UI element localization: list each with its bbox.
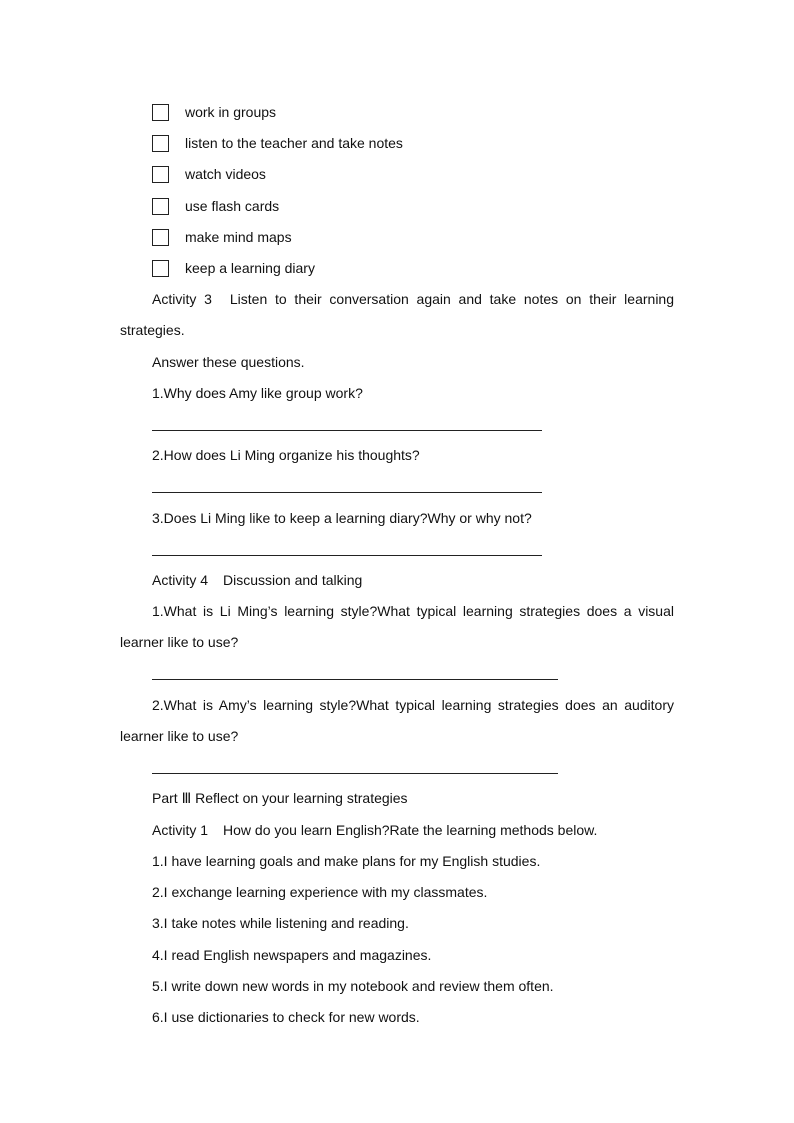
checkbox[interactable]	[152, 104, 169, 121]
checkbox[interactable]	[152, 229, 169, 246]
checkbox[interactable]	[152, 198, 169, 215]
checklist-item[interactable]	[152, 164, 266, 184]
method-item: 5.I write down new words in my notebook and review them often.	[152, 978, 554, 994]
answer-line[interactable]	[152, 430, 542, 431]
checklist-item[interactable]	[152, 133, 403, 153]
activity3-instruction-cont: strategies.	[120, 322, 185, 338]
answer-line[interactable]	[152, 555, 542, 556]
checkbox[interactable]	[152, 166, 169, 183]
checklist-label: keep a learning diary	[185, 260, 315, 276]
checkbox[interactable]	[152, 135, 169, 152]
checklist-item[interactable]	[152, 227, 292, 247]
activity4-title: Discussion and talking	[223, 572, 363, 588]
answer-line[interactable]	[152, 679, 558, 680]
activity4-heading	[152, 571, 362, 589]
checklist-label: make mind maps	[185, 229, 292, 245]
checklist-label: watch videos	[185, 166, 266, 182]
activity4-label: Activity 4	[152, 572, 209, 588]
part3-activity1-label: Activity 1	[152, 822, 209, 838]
method-item: 1.I have learning goals and make plans for my English studies.	[152, 853, 541, 869]
answer-prompt: Answer these questions.	[152, 354, 305, 370]
activity3-instruction-text: Listen to their conversation again and take notes on their learning	[229, 291, 675, 307]
answer-line[interactable]	[152, 773, 558, 774]
activity3-label: Activity 3	[152, 291, 212, 307]
part3-activity1-text: How do you learn English?Rate the learning methods below.	[223, 822, 598, 838]
activity4-question-2: 2.What is Amy’s learning style?What typical learning strategies does an auditory	[152, 697, 674, 713]
question-2: 2.How does Li Ming organize his thoughts?	[152, 447, 420, 463]
method-item: 3.I take notes while listening and reading.	[152, 915, 409, 931]
checklist-item[interactable]	[152, 258, 315, 278]
activity3-instruction	[152, 290, 674, 308]
part3-title: Part Ⅲ Reflect on your learning strategies	[152, 790, 408, 806]
activity4-question-1: 1.What is Li Ming’s learning style?What typical learning strategies does a visual	[152, 603, 674, 619]
method-item: 4.I read English newspapers and magazines.	[152, 947, 432, 963]
checklist-label: work in groups	[185, 104, 277, 120]
checklist-item[interactable]	[152, 196, 279, 216]
method-item: 2.I exchange learning experience with my classmates.	[152, 884, 488, 900]
checklist-label: use flash cards	[185, 198, 280, 214]
part3-activity1	[152, 821, 597, 839]
answer-line[interactable]	[152, 492, 542, 493]
activity4-question-2-cont: learner like to use?	[120, 728, 239, 744]
question-1: 1.Why does Amy like group work?	[152, 385, 363, 401]
checklist-item[interactable]	[152, 102, 276, 122]
method-item: 6.I use dictionaries to check for new words.	[152, 1009, 420, 1025]
checklist-label: listen to the teacher and take notes	[185, 135, 403, 151]
checkbox[interactable]	[152, 260, 169, 277]
activity4-question-1-cont: learner like to use?	[120, 634, 239, 650]
question-3: 3.Does Li Ming like to keep a learning diary?Why or why not?	[152, 510, 532, 526]
